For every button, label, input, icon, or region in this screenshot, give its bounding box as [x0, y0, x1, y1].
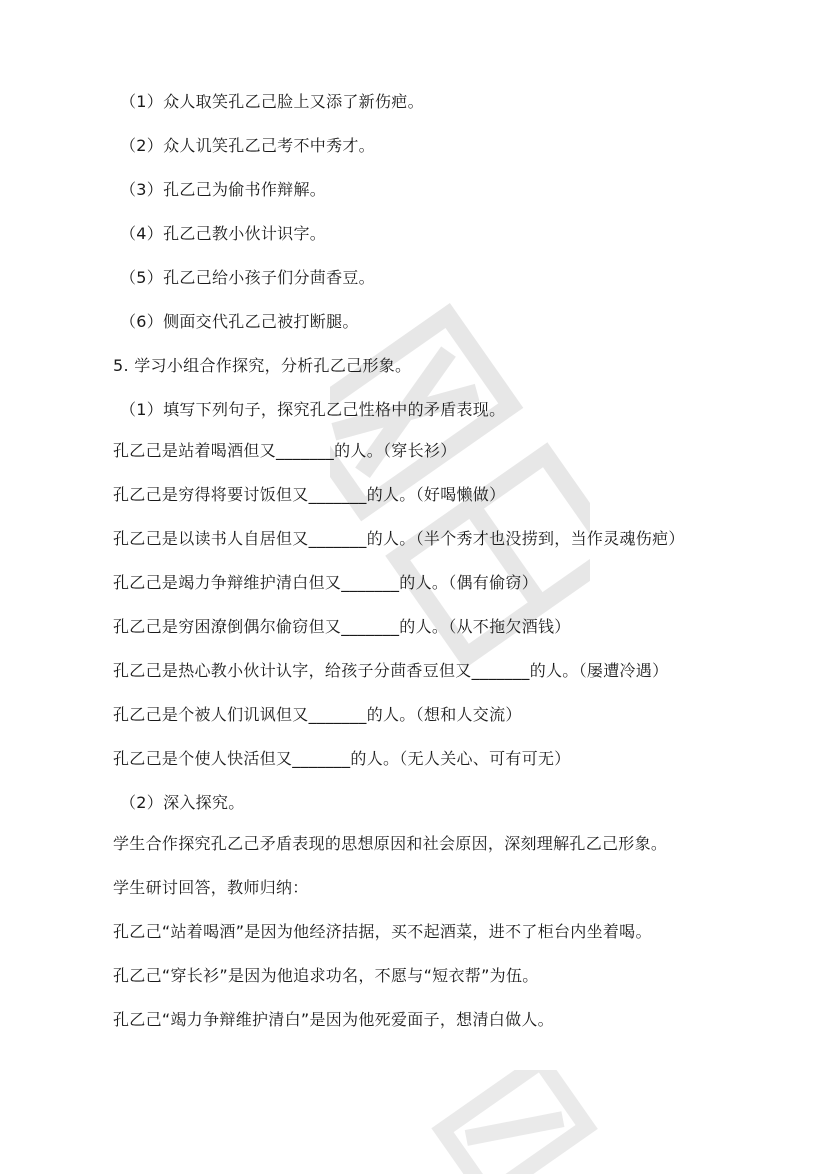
paragraph-3: 孔乙己“站着喝酒”是因为他经济拮据，买不起酒菜，进不了柜台内坐着喝。 [113, 922, 652, 941]
list-item-3: （3）孔乙己为偷书作辩解。 [120, 180, 327, 199]
list-item-5: （5）孔乙己给小孩子们分茴香豆。 [120, 268, 375, 287]
fill-sentence-3: 孔乙己是以读书人自居但又_______的人。（半个秀才也没捞到，当作灵魂伤疤） [113, 529, 685, 548]
fill-sentence-4: 孔乙己是竭力争辩维护清白但又_______的人。（偶有偷窃） [113, 573, 539, 592]
fill-sentence-5: 孔乙己是穷困潦倒偶尔偷窃但又_______的人。（从不拖欠酒钱） [113, 617, 571, 636]
paragraph-4: 孔乙己“穿长衫”是因为他追求功名，不愿与“短衣帮”为伍。 [113, 966, 539, 985]
subsection-heading-2: （2）深入探究。 [120, 793, 245, 812]
fill-sentence-1: 孔乙己是站着喝酒但又_______的人。（穿长衫） [113, 441, 457, 460]
subsection-heading-1: （1）填写下列句子，探究孔乙己性格中的矛盾表现。 [120, 400, 506, 419]
list-item-4: （4）孔乙己教小伙计识字。 [120, 224, 327, 243]
fill-sentence-7: 孔乙己是个被人们讥讽但又_______的人。（想和人交流） [113, 705, 522, 724]
list-item-2: （2）众人讥笑孔乙己考不中秀才。 [120, 136, 375, 155]
fill-sentence-6: 孔乙己是热心教小伙计认字，给孩子分茴香豆但又_______的人。（屡遭冷遇） [113, 661, 669, 680]
fill-sentence-2: 孔乙己是穷得将要讨饭但又_______的人。（好喝懒做） [113, 485, 506, 504]
list-item-1: （1）众人取笑孔乙己脸上又添了新伤疤。 [120, 92, 424, 111]
watermark-logo-bottom [420, 1070, 600, 1174]
list-item-6: （6）侧面交代孔乙己被打断腿。 [120, 312, 359, 331]
paragraph-5: 孔乙己“竭力争辩维护清白”是因为他死爱面子，想清白做人。 [113, 1010, 554, 1029]
section-heading: 5. 学习小组合作探究，分析孔乙己形象。 [113, 356, 412, 375]
paragraph-1: 学生合作探究孔乙己矛盾表现的思想原因和社会原因，深刻理解孔乙己形象。 [113, 834, 668, 853]
paragraph-2: 学生研讨回答，教师归纳： [113, 878, 309, 897]
fill-sentence-8: 孔乙己是个使人快活但又_______的人。（无人关心、可有可无） [113, 749, 571, 768]
